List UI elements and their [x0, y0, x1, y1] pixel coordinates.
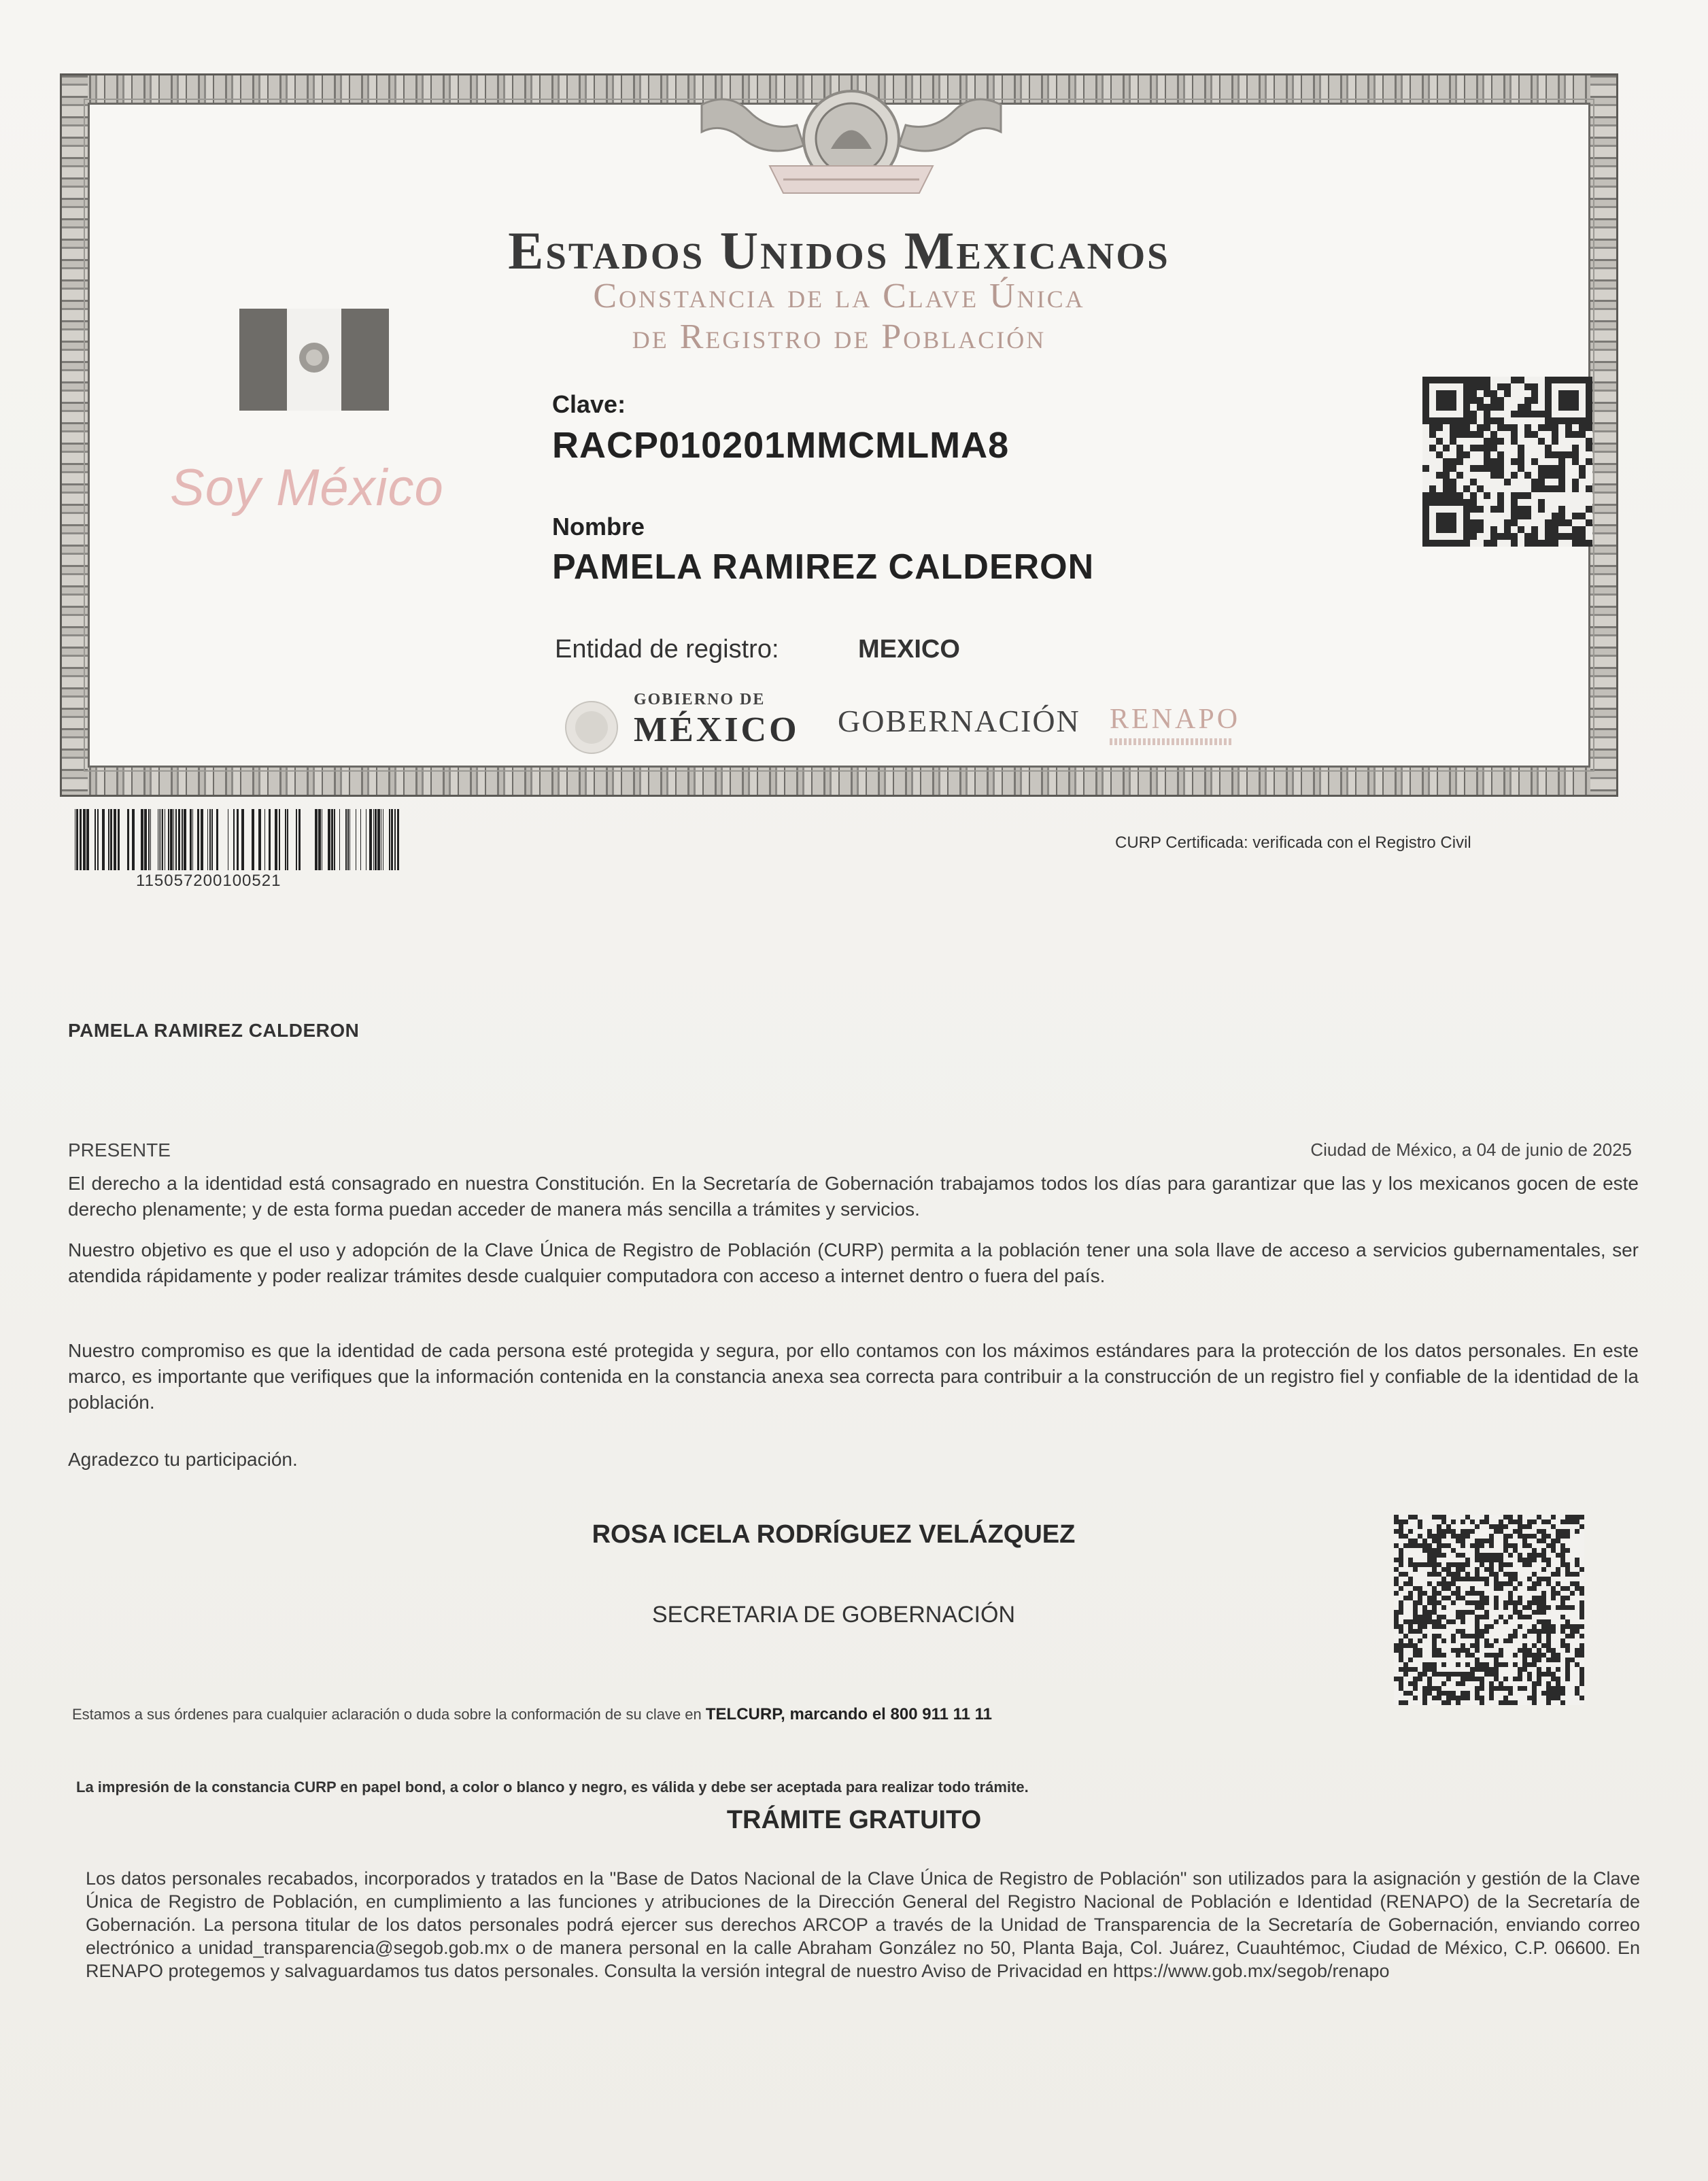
telcurp-phone: TELCURP, marcando el 800 911 11 11 — [705, 1705, 993, 1723]
clave-label: Clave: — [552, 390, 626, 418]
document-subtitle: Constancia de la Clave Única — [593, 277, 1085, 315]
brand-slogan: Soy México — [170, 459, 444, 517]
printing-validity-note: La impresión de la constancia CURP en papel bond, a color o blanco y negro, es válida y debe ser aceptada para realizar todo trámite. — [76, 1779, 1029, 1796]
renapo-logo: RENAPO — [1110, 704, 1241, 735]
letter-date: Ciudad de México, a 04 de junio de 2025 — [1310, 1139, 1632, 1160]
nombre-label: Nombre — [552, 513, 645, 540]
certificate-frame — [60, 73, 1618, 797]
document-subtitle: de Registro de Población — [632, 317, 1046, 356]
national-crest-icon — [688, 84, 1014, 213]
mexican-flag-icon — [239, 309, 389, 411]
signature-qr-code-icon — [1394, 1515, 1584, 1705]
letter-paragraph: El derecho a la identidad está consagrado en nuestra Constitución. En la Secretaría de Gobernación trabajamos todos los días para garantizar que las y los mexicanos gocen de este derecho plenamente; y de esta forma puedan acceder de manera más sencilla a trámites y servicios. — [68, 1173, 1639, 1220]
letter-paragraph: Agradezco tu participación. — [68, 1449, 298, 1470]
letter-presente: PRESENTE — [68, 1139, 171, 1161]
signer-name: ROSA ICELA RODRÍGUEZ VELÁZQUEZ — [592, 1520, 1076, 1549]
gobernacion-logo: GOBERNACIÓN — [838, 704, 1080, 738]
certificate-body — [88, 103, 1590, 768]
letter-paragraph: Nuestro objetivo es que el uso y adopción de la Clave Única de Registro de Población (CURP) permita a la población tener una sola llave de acceso a servicios gubernamentales, ser atendida rápidamente y poder realizar trámites desde cualquier computadora con acceso a internet dentro o fuera del país. — [68, 1239, 1639, 1286]
clave-value: RACP010201MMCMLMA8 — [552, 425, 1010, 466]
privacy-notice: Los datos personales recabados, incorporados y tratados en la "Base de Datos Nacional de la Clave Única de Registro de Población" son utilizados para la asignación y gestión de la Clave Única de Registro de Población, en cumplimiento a las funciones y atribuciones de la Dirección General del Registro Nacional de Población e Identidad (RENAPO) de la Secretaría de Gobernación. La persona titular de los datos personales podrá ejercer sus derechos ARCOP a través de la Unidad de Transparencia de la Secretaría de Gobernación, enviando correo electrónico a unidad_transparencia@segob.gob.mx o de manera personal en la calle Abraham González no 50, Planta Baja, Col. Juárez, Cuauhtémoc, Ciudad de México, C.P. 06600. En RENAPO protegemos y salvaguardamos tus datos personales. Consulta la versión integral de nuestro Aviso de Privacidad en https://www.gob.mx/segob/renapo — [86, 1868, 1640, 1981]
document-title: Estados Unidos Mexicanos — [508, 221, 1170, 280]
nombre-value: PAMELA RAMIREZ CALDERON — [552, 547, 1095, 587]
telcurp-note — [72, 1705, 992, 1724]
certification-note: CURP Certificada: verificada con el Registro Civil — [1115, 834, 1471, 852]
telcurp-text: Estamos a sus órdenes para cualquier aclaración o duda sobre la conformación de su clave en — [72, 1706, 702, 1723]
gobierno-logo-text: GOBIERNO DE — [634, 691, 766, 708]
letter-paragraph: Nuestro compromiso es que la identidad de cada persona esté protegida y segura, por ello contamos con los máximos estándares para la protección de los datos personales. En este marco, es importante que verifiques que la información contenida en la constancia anexa sea correcta para contribuir a la construcción de un registro fiel y confiable de la identidad de la población. — [68, 1340, 1639, 1413]
gobierno-logo-text: MÉXICO — [634, 710, 800, 749]
letter-recipient: PAMELA RAMIREZ CALDERON — [68, 1020, 360, 1041]
barcode-number: 115057200100521 — [136, 872, 281, 890]
entidad-value: MEXICO — [858, 635, 960, 664]
qr-code-icon — [1422, 377, 1592, 547]
free-procedure-heading: TRÁMITE GRATUITO — [726, 1806, 982, 1834]
renapo-tagline-icon — [1110, 738, 1232, 745]
entidad-label: Entidad de registro: — [555, 635, 779, 664]
signer-role: SECRETARIA DE GOBERNACIÓN — [651, 1602, 1016, 1628]
barcode-icon — [75, 809, 401, 870]
